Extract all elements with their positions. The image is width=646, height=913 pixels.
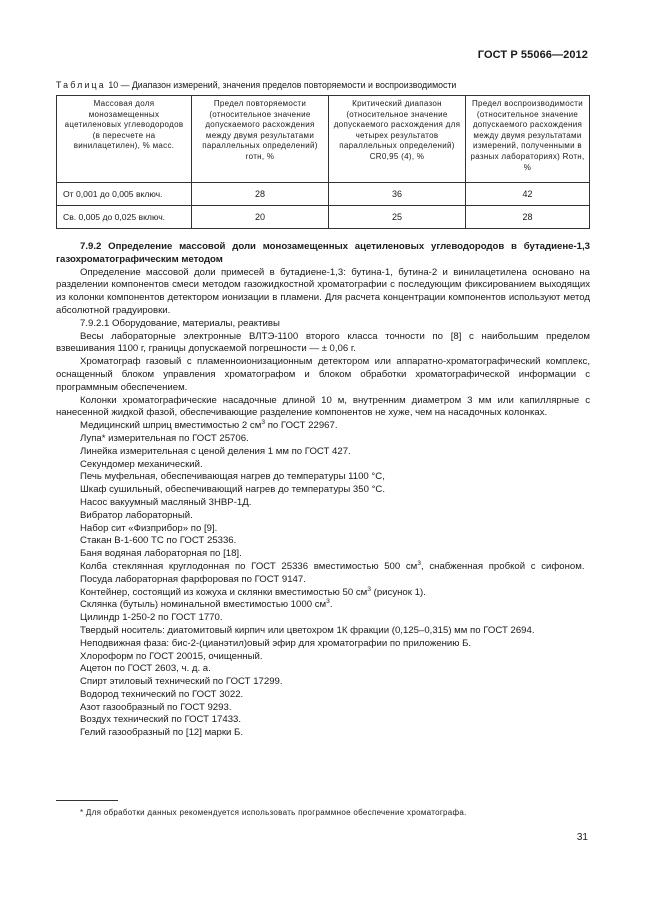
list-item: Печь муфельная, обеспечивающая нагрев до температуры 1100 °С, bbox=[80, 471, 385, 483]
body-text bbox=[56, 241, 590, 740]
superscript: 3 bbox=[367, 585, 371, 593]
list-item-text: . bbox=[329, 599, 333, 611]
footnote-divider bbox=[56, 800, 118, 801]
list-item-text: по ГОСТ 22967. bbox=[265, 420, 338, 432]
list-item: Шкаф сушильный, обеспечивающий нагрев до температуры 350 °С. bbox=[80, 484, 386, 496]
list-item-text: Медицинский шприц вместимостью 2 см bbox=[80, 420, 262, 432]
list-item: Насос вакуумный масляный 3НВР-1Д. bbox=[80, 496, 252, 508]
table-cell: 42 bbox=[466, 183, 590, 206]
subsection-heading: 7.9.2.1 Оборудование, материалы, реактивы bbox=[80, 317, 280, 329]
list-item: Воздух технический по ГОСТ 17433. bbox=[80, 714, 242, 726]
table-cell: 20 bbox=[192, 206, 329, 229]
superscript: 3 bbox=[326, 598, 330, 606]
paragraph: Весы лабораторные электронные ВЛТЭ-1100 второго класса точности по [8] с наибольшим пределом взвешивания 1100 г, границы допускаемой погрешности — ± 0,06 г. bbox=[56, 330, 590, 355]
list-item: Посуда лабораторная фарфоровая по ГОСТ 9147. bbox=[80, 573, 306, 585]
table-cell: 28 bbox=[466, 206, 590, 229]
list-item: Водород технический по ГОСТ 3022. bbox=[80, 688, 244, 700]
standard-code: ГОСТ Р 55066—2012 bbox=[477, 49, 588, 61]
superscript: 3 bbox=[417, 559, 422, 567]
list-item: Ацетон по ГОСТ 2603, ч. д. а. bbox=[80, 663, 211, 675]
table-header-cell: Критический диапазон (относительное значение допускаемого расхождения для четырех результатов параллельных определений) CR0,95 (4), % bbox=[329, 96, 466, 183]
table-row bbox=[57, 183, 590, 206]
table-header-cell: Массовая доля монозамещенных ацетиленовых углеводородов (в пересчете на винилацетилен), % масс. bbox=[57, 96, 192, 183]
paragraph: Хроматограф газовый с пламенноионизационным детектором или аппаратно-хроматографический комплекс, оснащенный блоком управления хроматографом и блоком обработки хроматографической информации с программным обеспечением. bbox=[56, 356, 590, 393]
list-item-text: Склянка (бутыль) номинальной вместимостью 1000 см bbox=[80, 599, 327, 611]
table-caption bbox=[56, 80, 596, 90]
list-item: Баня водяная лабораторная по [18]. bbox=[80, 548, 242, 560]
list-item bbox=[56, 561, 590, 574]
table-cell: От 0,001 до 0,005 включ. bbox=[57, 183, 192, 206]
table-header-cell: Предел повторяемости (относительное значение допускаемого расхождения между двумя результатами параллельных определений) rотн, % bbox=[192, 96, 329, 183]
list-item bbox=[56, 420, 590, 433]
list-item: Азот газообразный по ГОСТ 9293. bbox=[80, 701, 232, 713]
list-item: Лупа* измерительная по ГОСТ 25706. bbox=[80, 432, 249, 444]
list-item: Цилиндр 1-250-2 по ГОСТ 1770. bbox=[80, 612, 223, 624]
list-item: Неподвижная фаза: бис-2-(цианэтил)овый эфир для хроматографии по приложению Б. bbox=[80, 637, 472, 649]
table-cell: 36 bbox=[329, 183, 466, 206]
list-item: Вибратор лабораторный. bbox=[80, 509, 193, 521]
list-item: Твердый носитель: диатомитовый кирпич или цветохром 1К фракции (0,125–0,315) мм по ГОСТ 2694. bbox=[80, 624, 535, 636]
table-cell: 28 bbox=[192, 183, 329, 206]
list-item: Хлороформ по ГОСТ 20015, очищенный. bbox=[80, 650, 263, 662]
footnote: * Для обработки данных рекомендуется использовать программное обеспечение хроматографа. bbox=[80, 808, 467, 817]
table-cell: 25 bbox=[329, 206, 466, 229]
list-item bbox=[56, 599, 590, 612]
list-item-text: Колба стеклянная круглодонная по ГОСТ 25336 вместимостью 500 см bbox=[80, 560, 418, 572]
table-cell: Св. 0,005 до 0,025 включ. bbox=[57, 206, 192, 229]
list-item: Линейка измерительная с ценой деления 1 мм по ГОСТ 427. bbox=[80, 445, 351, 457]
list-item: Гелий газообразный по [12] марки Б. bbox=[80, 727, 244, 739]
list-item-text: , снабженная пробкой с сифоном. bbox=[421, 560, 585, 572]
list-item: Набор сит «Физприбор» по [9]. bbox=[80, 522, 218, 534]
page-number: 31 bbox=[576, 832, 588, 843]
paragraph: Колонки хроматографические насадочные длиной 10 м, внутренним диаметром 3 мм или капиллярные с нанесенной жидкой фазой, обеспечивающие разделение компонентов не хуже, чем на насадочных колонках. bbox=[56, 394, 590, 419]
list-item: Секундомер механический. bbox=[80, 458, 203, 470]
list-item: Спирт этиловый технический по ГОСТ 17299. bbox=[80, 676, 283, 688]
table-caption-prefix: Таблица bbox=[56, 80, 106, 90]
table-header-row bbox=[57, 96, 590, 183]
list-item-text: (рисунок 1). bbox=[370, 586, 426, 598]
list-item: Стакан В-1-600 ТС по ГОСТ 25336. bbox=[80, 535, 237, 547]
list-item bbox=[56, 587, 590, 600]
table-caption-text: 10 — Диапазон измерений, значения пределов повторяемости и воспроизводимости bbox=[105, 80, 457, 90]
section-heading: 7.9.2 Определение массовой доли монозамещенных ацетиленовых углеводородов в бутадиене-1,3 газохроматографическим методом bbox=[56, 241, 590, 265]
list-item-text: Контейнер, состоящий из кожуха и склянки вместимостью 50 см bbox=[80, 586, 368, 598]
table-row bbox=[57, 206, 590, 229]
table-header-cell: Предел воспроизводимости (относительное значение допускаемого расхождения между двумя результатами измерений, полученными в разных лабораториях) Rотн, % bbox=[466, 96, 590, 183]
superscript: 3 bbox=[261, 418, 266, 426]
paragraph: Определение массовой доли примесей в бутадиене-1,3: бутина-1, бутина-2 и винилацетилена основано на разделении компонентов смеси методом газожидкостной хроматографии с последующим фиксированием выходящих из колонки компонентов детектором ионизации в пламени. Для расчета концентрации компонентов используют метод абсолютной градуировки. bbox=[56, 266, 590, 316]
precision-table bbox=[56, 95, 590, 229]
